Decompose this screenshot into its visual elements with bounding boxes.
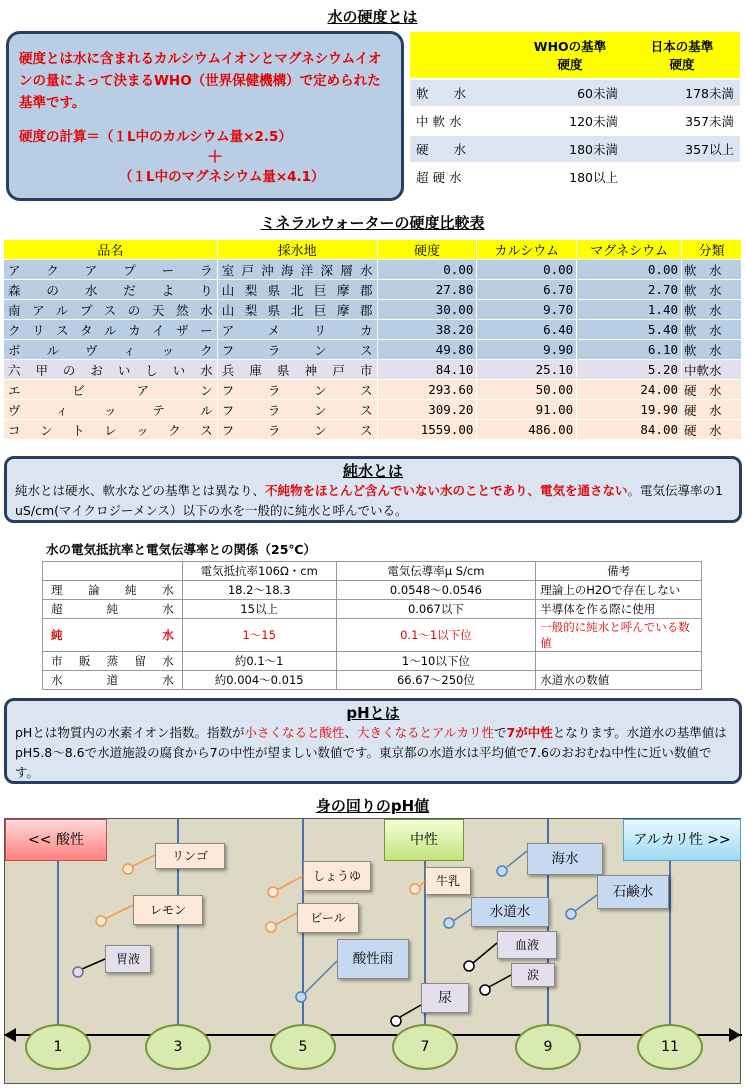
table-row [4, 380, 742, 400]
alkali-label: アルカリ性 >> [623, 819, 741, 861]
ph-box [4, 698, 742, 784]
header-note: 備考 [536, 562, 702, 581]
calcium-value: 486.00 [477, 420, 577, 440]
pure-water-box [4, 456, 742, 523]
water-name: 水道水 [43, 671, 183, 690]
table-row [4, 340, 742, 360]
ph-text-7: となります。水道水の基準値はpH5.8～8.6で水道施設の腐食から7の中性が望ましい数値です。東京都の水道水は平均値で7.6のおおむね中性に近い数値です。 [15, 725, 727, 780]
hardness-formula-line1: 硬度の計算＝（１L中のカルシウム量×2.5） [19, 129, 292, 145]
table-header-row [410, 32, 740, 78]
ph-item-apple: リンゴ [155, 843, 225, 869]
acid-label: << 酸性 [5, 819, 107, 861]
hardness-formula-plus: ＋ [206, 147, 223, 166]
calcium-value: 9.90 [477, 340, 577, 360]
magnesium-value: 5.40 [577, 320, 682, 340]
table-row [4, 400, 742, 420]
who-standard-value: 180以上 [516, 164, 624, 190]
table-row [4, 360, 742, 380]
ph-text-3: 、 [344, 725, 357, 740]
pure-water-text [15, 481, 731, 521]
magnesium-value: 0.00 [577, 260, 682, 280]
pure-water-text-highlight: 不純物をほとんど含んでいない水のことであり、電気を通さない [265, 483, 628, 498]
product-name: ヴィッテル [4, 400, 218, 420]
table-row [43, 619, 702, 652]
water-type-label: 軟 水 [410, 80, 516, 106]
source-location: フランス [217, 420, 377, 440]
table-row [43, 600, 702, 619]
pure-water-title: 純水とは [342, 462, 403, 480]
header-hardness: 硬度 [377, 240, 477, 260]
resistivity-table [42, 561, 702, 690]
calcium-value: 6.40 [477, 320, 577, 340]
ph-text-acid: 小さくなると酸性 [244, 725, 345, 740]
ph-item-soy-sauce: しょうゆ [303, 861, 371, 891]
hardness-title: 水の硬度とは [327, 8, 418, 26]
table-row [410, 164, 740, 190]
water-name: 純水 [43, 619, 183, 652]
source-location: アメリカ [217, 320, 377, 340]
water-class: 軟 水 [682, 300, 742, 320]
axis-right-arrow-icon [729, 1028, 741, 1042]
resistivity-value: 約0.1～1 [182, 652, 336, 671]
source-location: 山梨県北巨摩郡 [217, 280, 377, 300]
source-location: 山梨県北巨摩郡 [217, 300, 377, 320]
table-row [4, 300, 742, 320]
japan-standard-value [624, 164, 740, 190]
table-row [410, 108, 740, 134]
calcium-value: 25.10 [477, 360, 577, 380]
japan-standard-value: 178未満 [624, 80, 740, 106]
ph-tick-5: 5 [270, 1024, 336, 1070]
source-location: フランス [217, 380, 377, 400]
ph-item-blood: 血液 [497, 931, 557, 959]
header-class: 分類 [682, 240, 742, 260]
magnesium-value: 84.00 [577, 420, 682, 440]
calcium-value: 50.00 [477, 380, 577, 400]
water-name: 理論純水 [43, 581, 183, 600]
table-row [43, 671, 702, 690]
product-name: 六甲のおいしい水 [4, 360, 218, 380]
hardness-value: 27.80 [377, 280, 477, 300]
ph-chart-title: 身の回りのpH値 [315, 797, 430, 815]
calcium-value: 9.70 [477, 300, 577, 320]
ph-item-seawater: 海水 [527, 843, 603, 875]
ph-text-neutral: 7が中性 [506, 725, 553, 740]
ph-chart [4, 818, 741, 1084]
resistivity-value: 1～15 [182, 619, 336, 652]
pure-water-text-a: 純水とは硬水、軟水などの基準とは異なり、 [15, 483, 266, 498]
ph-text-5: で [494, 725, 507, 740]
magnesium-value: 19.90 [577, 400, 682, 420]
magnesium-value: 24.00 [577, 380, 682, 400]
product-name: コントレックス [4, 420, 218, 440]
header-resistivity: 電気抵抗率106Ω・cm [182, 562, 336, 581]
conductivity-value: 1～10以下位 [336, 652, 536, 671]
ph-text-1: pHとは物質内の水素イオン指数。指数が [15, 725, 245, 740]
conductivity-value: 0.067以下 [336, 600, 536, 619]
table-row [43, 652, 702, 671]
table-row [410, 136, 740, 162]
hardness-value: 30.00 [377, 300, 477, 320]
hardness-value: 309.20 [377, 400, 477, 420]
water-class: 軟 水 [682, 340, 742, 360]
mineral-table [3, 239, 742, 440]
ph-tick-11: 11 [637, 1024, 703, 1070]
ph-tick-7: 7 [392, 1024, 458, 1070]
note-text: 水道水の数値 [536, 671, 702, 690]
header-conductivity: 電気伝導率μ S/cm [336, 562, 536, 581]
axis-left-arrow-icon [4, 1028, 16, 1042]
water-name: 市販蒸留水 [43, 652, 183, 671]
ph-item-acid-rain: 酸性雨 [337, 939, 409, 979]
table-row [43, 581, 702, 600]
table-header-who: WHOの基準 硬度 [516, 32, 624, 78]
hardness-standard-table [410, 30, 740, 192]
source-location: 室戸沖海洋深層水 [217, 260, 377, 280]
table-header-row [43, 562, 702, 581]
table-row [4, 280, 742, 300]
resistivity-value: 約0.004～0.015 [182, 671, 336, 690]
water-class: 硬 水 [682, 380, 742, 400]
header-blank [43, 562, 183, 581]
product-name: アクアプーラ [4, 260, 218, 280]
note-text: 一般的に純水と呼んでいる数値 [536, 619, 702, 652]
ph-tick-3: 3 [145, 1024, 211, 1070]
note-text: 理論上のH2Oで存在しない [536, 581, 702, 600]
who-standard-value: 60未満 [516, 80, 624, 106]
source-location: 兵庫県神戸市 [217, 360, 377, 380]
calcium-value: 91.00 [477, 400, 577, 420]
product-name: エビアン [4, 380, 218, 400]
table-row [4, 260, 742, 280]
magnesium-value: 6.10 [577, 340, 682, 360]
ph-title: pHとは [346, 704, 400, 722]
product-name: 南アルプスの天然水 [4, 300, 218, 320]
source-location: フランス [217, 340, 377, 360]
ph-tick-1: 1 [25, 1024, 91, 1070]
water-class: 軟 水 [682, 320, 742, 340]
product-name: ボルヴィック [4, 340, 218, 360]
resistivity-title: 水の電気抵抗率と電気伝導率との関係（25℃） [46, 542, 317, 557]
ph-item-gastric-juice: 胃液 [105, 945, 151, 973]
magnesium-value: 5.20 [577, 360, 682, 380]
resistivity-value: 15以上 [182, 600, 336, 619]
header-product: 品名 [4, 240, 218, 260]
header-magnesium: マグネシウム [577, 240, 682, 260]
ph-item-lemon: レモン [133, 895, 203, 925]
conductivity-value: 0.1～1以下位 [336, 619, 536, 652]
table-header-row [4, 240, 742, 260]
product-name: クリスタルカイザー [4, 320, 218, 340]
ph-item-urine: 尿 [421, 983, 469, 1013]
magnesium-value: 2.70 [577, 280, 682, 300]
who-standard-value: 180未満 [516, 136, 624, 162]
water-class: 軟 水 [682, 280, 742, 300]
note-text: 半導体を作る際に使用 [536, 600, 702, 619]
hardness-definition: 硬度とは水に含まれるカルシウムイオンとマグネシウムイオンの量によって決まるWHO（世界保健機構）で定められた基準です。 [19, 51, 382, 111]
ph-item-soapy-water: 石鹸水 [597, 875, 669, 909]
hardness-value: 49.80 [377, 340, 477, 360]
ph-text [15, 723, 731, 783]
water-name: 超純水 [43, 600, 183, 619]
hardness-value: 84.10 [377, 360, 477, 380]
note-text [536, 652, 702, 671]
resistivity-table-body [43, 581, 702, 690]
japan-standard-value: 357未満 [624, 108, 740, 134]
japan-standard-value: 357以上 [624, 136, 740, 162]
calcium-value: 0.00 [477, 260, 577, 280]
water-class: 軟 水 [682, 260, 742, 280]
conductivity-value: 66.67～250位 [336, 671, 536, 690]
ph-item-milk: 牛乳 [425, 867, 471, 895]
ph-text-alkali: 大きくなるとアルカリ性 [357, 725, 495, 740]
neutral-label: 中性 [384, 819, 464, 861]
water-class: 硬 水 [682, 420, 742, 440]
header-source: 採水地 [217, 240, 377, 260]
hardness-formula-line2: （１L中のマグネシウム量×4.1） [119, 169, 325, 185]
who-standard-value: 120未満 [516, 108, 624, 134]
water-type-label: 中 軟 水 [410, 108, 516, 134]
ph-item-tap-water: 水道水 [471, 897, 549, 927]
hardness-value: 38.20 [377, 320, 477, 340]
header-calcium: カルシウム [477, 240, 577, 260]
table-header-blank [410, 32, 516, 78]
hardness-definition-box [6, 31, 404, 201]
water-type-label: 超 硬 水 [410, 164, 516, 190]
ph-tick-9: 9 [515, 1024, 581, 1070]
mineral-title: ミネラルウォーターの硬度比較表 [260, 214, 485, 232]
ph-item-beer: ビール [297, 903, 359, 933]
table-row [410, 80, 740, 106]
hardness-value: 0.00 [377, 260, 477, 280]
table-row [4, 420, 742, 440]
product-name: 森の水だより [4, 280, 218, 300]
magnesium-value: 1.40 [577, 300, 682, 320]
mineral-table-body [4, 260, 742, 440]
pure-water-text-b: 。電気伝導率の1 uS/cm(マイクロジーメンス）以下の水を一般的に純水と呼んでいる。 [15, 483, 723, 518]
source-location: フランス [217, 400, 377, 420]
hardness-value: 1559.00 [377, 420, 477, 440]
table-row [4, 320, 742, 340]
calcium-value: 6.70 [477, 280, 577, 300]
water-class: 中軟水 [682, 360, 742, 380]
conductivity-value: 0.0548～0.0546 [336, 581, 536, 600]
resistivity-value: 18.2～18.3 [182, 581, 336, 600]
ph-axis [5, 1034, 742, 1036]
water-class: 硬 水 [682, 400, 742, 420]
table-header-japan: 日本の基準 硬度 [624, 32, 740, 78]
water-type-label: 硬 水 [410, 136, 516, 162]
hardness-value: 293.60 [377, 380, 477, 400]
ph-item-tears: 涙 [511, 963, 555, 987]
